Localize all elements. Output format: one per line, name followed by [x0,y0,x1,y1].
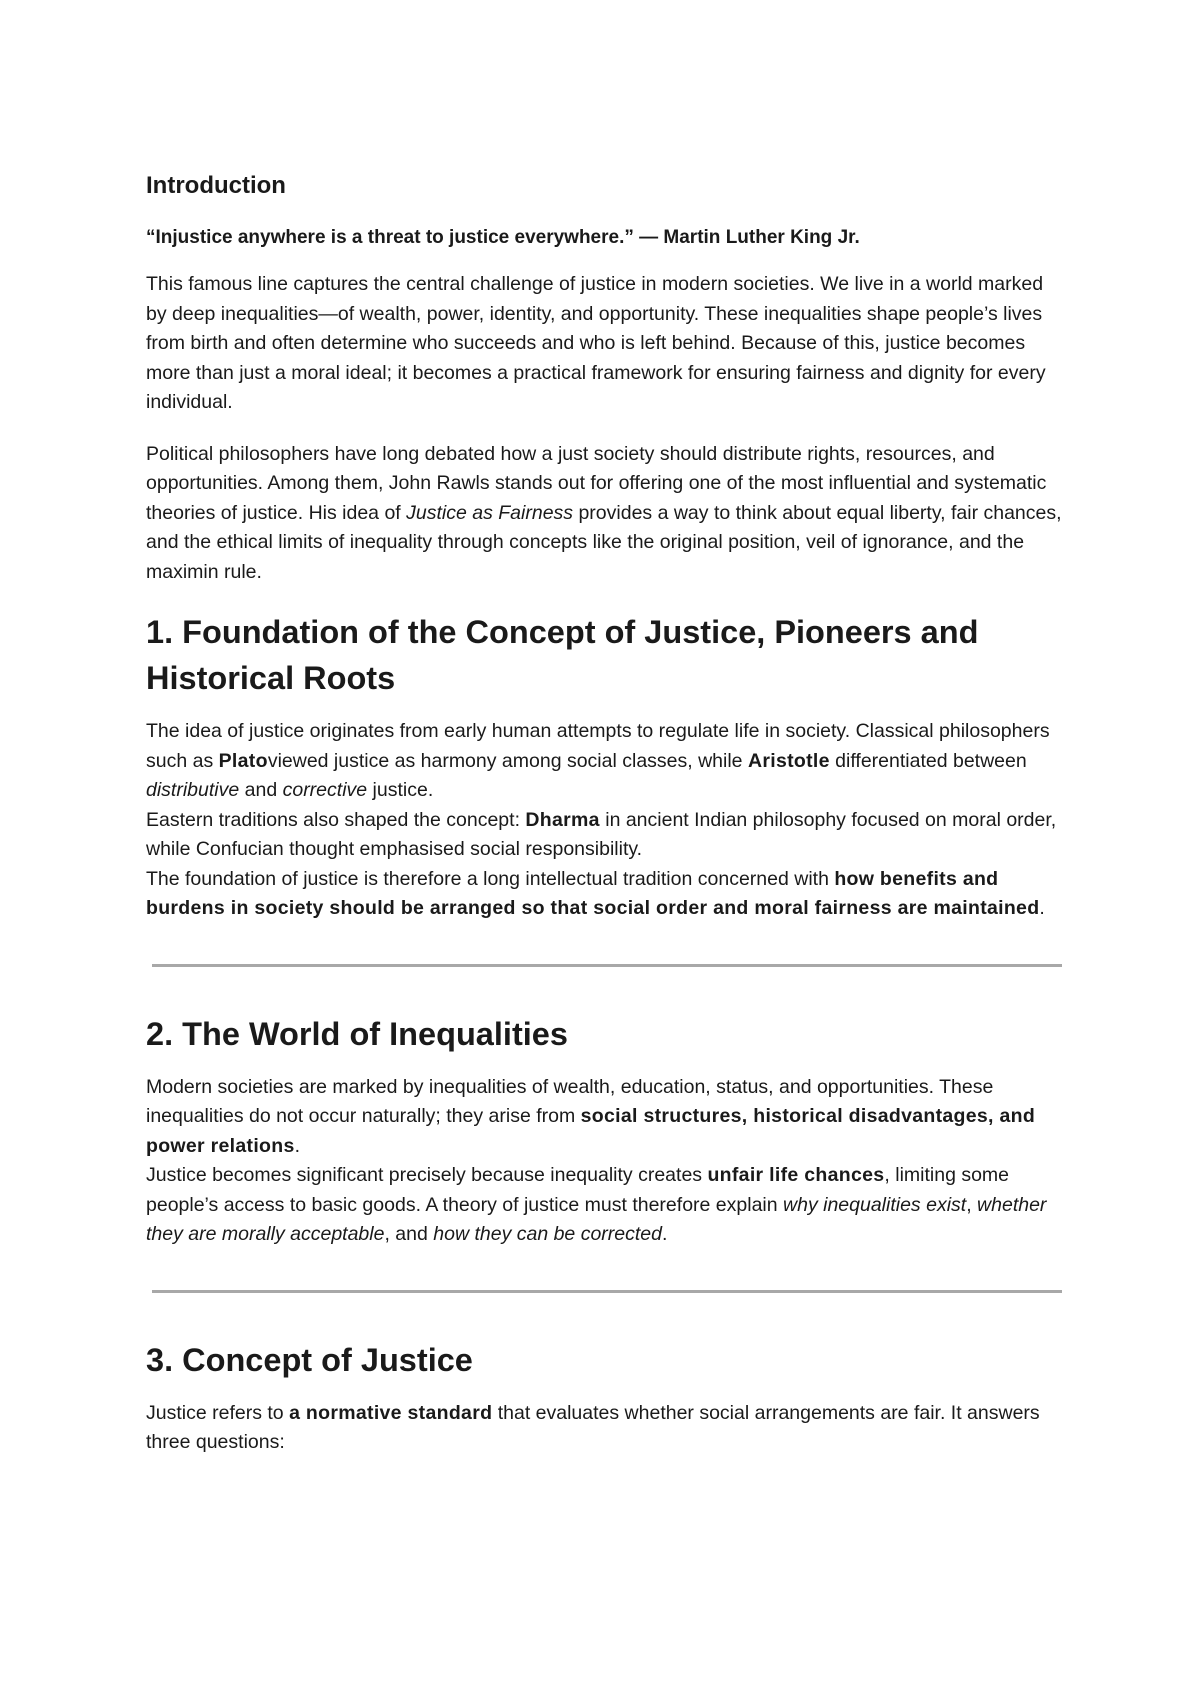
text-span: The idea of justice originates from early human attempts to regulate life in society. Classical philosophers such as [146,720,1050,772]
text-span: and [239,779,283,801]
italic-text: whether they are morally acceptable [146,1193,1047,1245]
text-span: justice. [367,779,434,801]
intro-quote: “Injustice anywhere is a threat to justice everywhere.” — Martin Luther King Jr. [146,227,860,248]
text-span: Political philosophers have long debated how a just society should distribute rights, resources, and opportunities. Among them, John Rawls stands out for offering one of the most influential and systematic theories of justice. His idea of [146,442,1047,524]
section-3-body [146,1399,1066,1458]
intro-paragraph-1: This famous line captures the central challenge of justice in modern societies. We live in a world marked by deep inequalities—of wealth, power, identity, and opportunity. These inequalities shape people’s lives from birth and often determine who succeeds and who is left behind. Because of this, justice becomes more than just a moral ideal; it becomes a practical framework for ensuring fairness and dignity for every individual. [146,273,1046,413]
text-span: , limiting some people’s access to basic goods. A theory of justice must therefore explain [146,1164,1010,1216]
text-span: viewed justice as harmony among social classes, while [267,749,748,772]
section-2-line-1 [146,1073,1066,1162]
text-span: . [1039,897,1045,919]
bold-text: Dharma [525,808,600,831]
section-2-heading: 2. The World of Inequalities [146,1015,568,1052]
italic-text: why inequalities exist [783,1193,967,1216]
text-span: differentiated between [829,749,1027,772]
text-span: . [294,1134,301,1157]
text-span: Modern societies are marked by inequalities of wealth, education, status, and opportunities. These inequalities do not occur naturally; they arise from [146,1075,994,1127]
text-span: , [966,1193,978,1216]
section-2-line-2 [146,1161,1066,1250]
bold-text: Aristotle [747,749,830,772]
bold-text: social structures, historical disadvantages, and power relations [146,1105,1036,1157]
italic-text: distributive [146,779,240,801]
section-1-line-1 [146,717,1066,806]
italic-text: Justice as Fairness [406,501,574,524]
section-1-line-3 [146,865,1066,924]
text-span: that evaluates whether social arrangements are fair. It answers three questions: [146,1401,1040,1453]
intro-heading: Introduction [146,172,286,199]
document-page [146,170,1066,1458]
italic-text: how they can be corrected [433,1223,662,1245]
italic-text: corrective [282,779,368,801]
section-3-heading: 3. Concept of Justice [146,1341,473,1378]
bold-text: how benefits and burdens in society should be arranged so that social order and moral fairness are maintained [146,867,1040,919]
text-span: The foundation of justice is therefore a long intellectual tradition concerned with [146,867,835,890]
section-3-line-1 [146,1399,1066,1458]
section-2-body [146,1073,1066,1250]
text-span: , and [384,1223,434,1245]
bold-text: Plato [218,749,268,772]
intro-paragraph-2 [146,440,1066,588]
section-1-body [146,717,1066,924]
text-span: Justice refers to [146,1401,290,1424]
section-1-heading: 1. Foundation of the Concept of Justice, Pioneers and Historical Roots [146,614,979,696]
text-span: in ancient Indian philosophy focused on moral order, while Confucian thought emphasised social responsibility. [146,808,1057,860]
text-span: . [661,1223,668,1245]
text-span: Eastern traditions also shaped the concept: [146,808,526,831]
text-span: Justice becomes significant precisely because inequality creates [146,1164,708,1186]
bold-text: a normative standard [289,1401,493,1424]
text-span: provides a way to think about equal liberty, fair chances, and the ethical limits of inequality through concepts like the original position, veil of ignorance, and the maximin rule. [146,501,1062,583]
bold-text: unfair life chances [707,1164,885,1186]
section-1-line-2 [146,806,1066,865]
